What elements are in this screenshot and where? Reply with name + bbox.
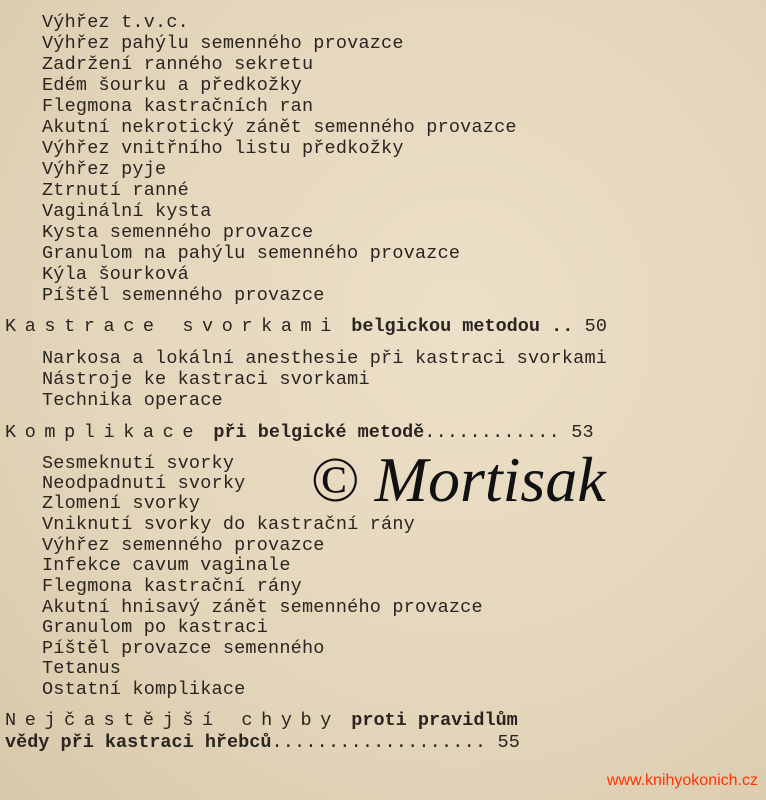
toc-item: Zadržení ranného sekretu bbox=[42, 54, 314, 75]
heading-bold-text: belgickou metodou bbox=[351, 316, 540, 337]
heading-spaced-text: Nejčastější chyby bbox=[5, 710, 340, 731]
toc-item: Výhřez semenného provazce bbox=[42, 535, 325, 556]
toc-item: Píštěl provazce semenného bbox=[42, 638, 325, 659]
watermark: © Mortisak bbox=[310, 444, 606, 515]
toc-item: Akutní hnisavý zánět semenného provazce bbox=[42, 597, 483, 618]
toc-item: Technika operace bbox=[42, 390, 223, 411]
toc-item: Neodpadnutí svorky bbox=[42, 473, 246, 494]
source-url[interactable]: www.knihyokonich.cz bbox=[606, 772, 758, 789]
heading-leader: .. bbox=[539, 316, 574, 337]
toc-item: Granulom po kastraci bbox=[42, 617, 269, 638]
toc-item: Píštěl semenného provazce bbox=[42, 285, 325, 306]
heading-leader: ............ bbox=[424, 422, 560, 443]
heading-bold-text: proti pravidlům bbox=[351, 710, 518, 731]
toc-item: Vaginální kysta bbox=[42, 201, 212, 222]
heading-page-number: 50 bbox=[584, 316, 608, 337]
heading-bold-text: při belgické metodě bbox=[213, 422, 425, 443]
toc-item: Ztrnutí ranné bbox=[42, 180, 189, 201]
heading-page-number: 53 bbox=[571, 422, 594, 443]
toc-item: Kysta semenného provazce bbox=[42, 222, 314, 243]
toc-item: Flegmona kastrační rány bbox=[42, 576, 302, 597]
heading-page-number: 55 bbox=[497, 732, 521, 753]
toc-item: Tetanus bbox=[42, 658, 122, 679]
toc-item: Infekce cavum vaginale bbox=[42, 555, 291, 576]
toc-heading-kastrace bbox=[5, 316, 607, 337]
toc-item: Výhřez vnitřního listu předkožky bbox=[42, 138, 404, 159]
heading-leader: ................... bbox=[271, 732, 487, 753]
heading-spaced-text: Komplikace bbox=[5, 422, 203, 443]
heading-spaced-text: Kastrace svorkami bbox=[5, 316, 340, 337]
toc-item: Akutní nekrotický zánět semenného provazce bbox=[42, 117, 517, 138]
toc-item: Výhřez pyje bbox=[42, 159, 167, 180]
toc-heading-chyby-line2 bbox=[5, 732, 520, 753]
toc-item: Vniknutí svorky do kastrační rány bbox=[42, 514, 415, 535]
toc-item: Výhřez pahýlu semenného provazce bbox=[42, 33, 404, 54]
toc-item: Zlomení svorky bbox=[42, 493, 201, 514]
toc-item: Flegmona kastračních ran bbox=[42, 96, 314, 117]
toc-item: Narkosa a lokální anesthesie při kastraci svorkami bbox=[42, 348, 608, 369]
heading-bold-text: vědy při kastraci hřebců bbox=[5, 732, 272, 753]
toc-item: Ostatní komplikace bbox=[42, 679, 246, 700]
toc-item: Sesmeknutí svorky bbox=[42, 453, 235, 474]
toc-item: Kýla šourková bbox=[42, 264, 189, 285]
toc-item: Výhřez t.v.c. bbox=[42, 12, 189, 33]
toc-heading-chyby bbox=[5, 710, 518, 731]
toc-item: Granulom na pahýlu semenného provazce bbox=[42, 243, 461, 264]
toc-item: Edém šourku a předkožky bbox=[42, 75, 302, 96]
toc-item: Nástroje ke kastraci svorkami bbox=[42, 369, 370, 390]
